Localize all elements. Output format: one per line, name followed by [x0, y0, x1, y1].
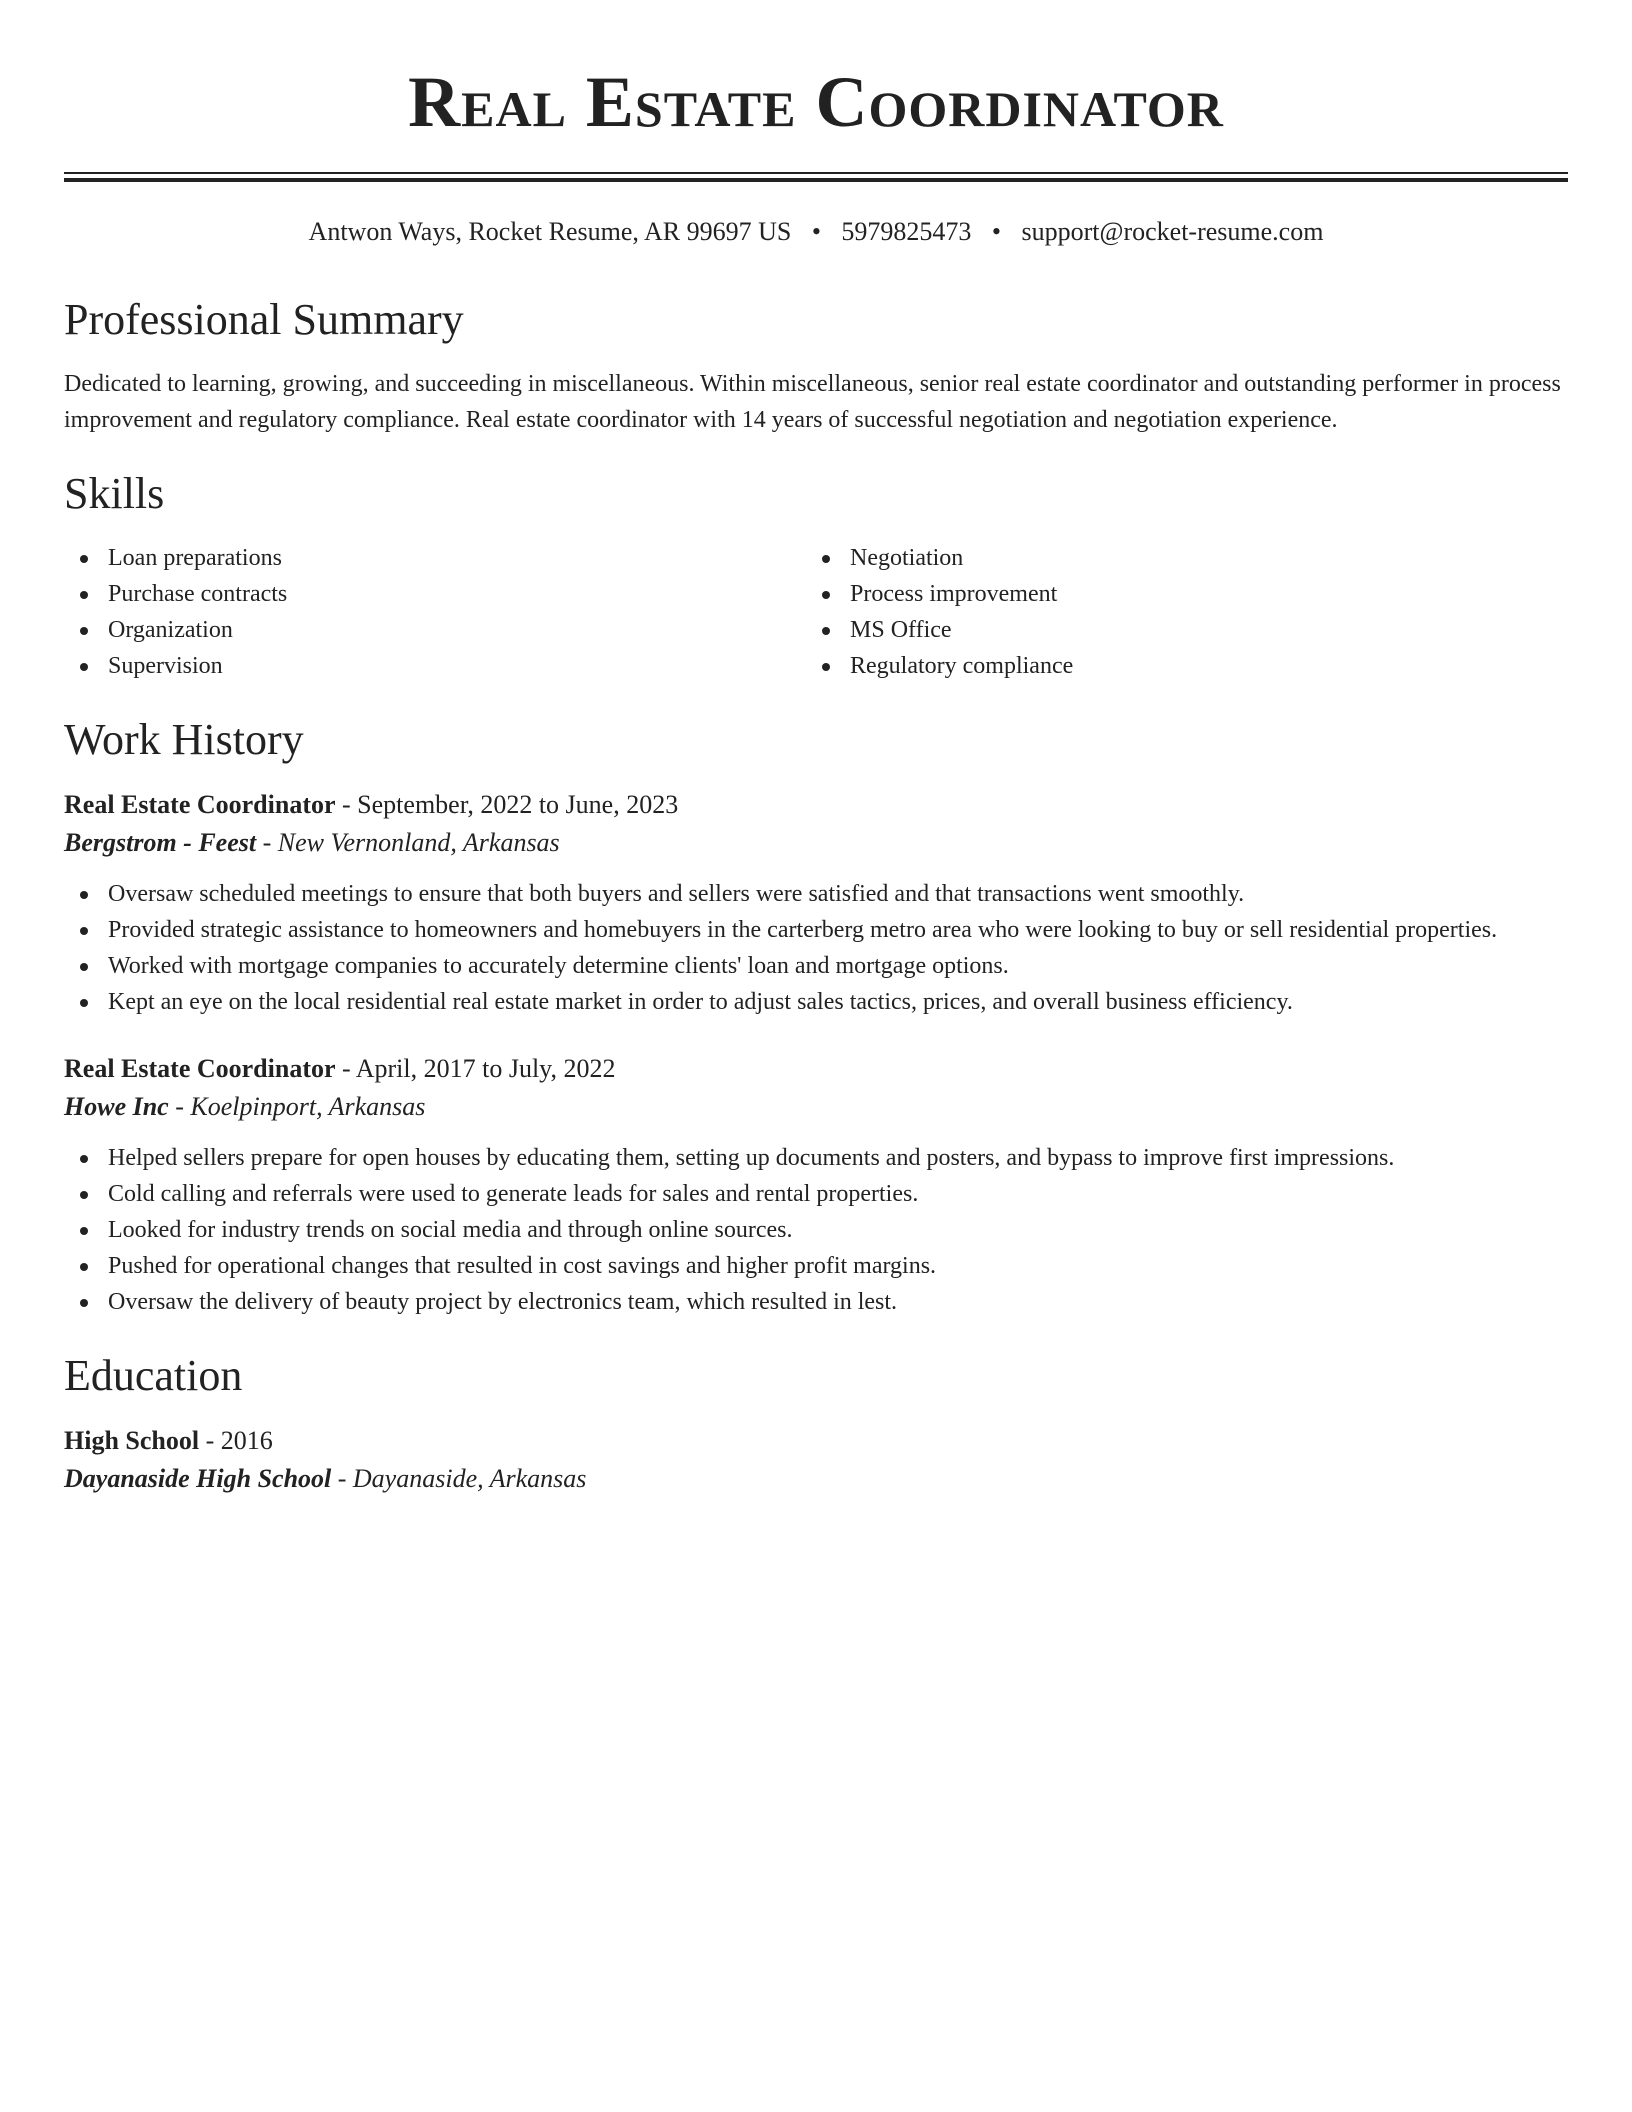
contact-separator: • [991, 217, 1002, 246]
education-school: Dayanaside High School [64, 1464, 332, 1493]
job-duties-list [64, 1140, 1568, 1320]
education-degree-line [64, 1422, 1568, 1460]
job-entry [64, 786, 1568, 1020]
job-duty: Looked for industry trends on social media and through online sources. [64, 1212, 1568, 1248]
skill-item: Loan preparations [64, 540, 806, 576]
job-header [64, 786, 1568, 824]
summary-text: Dedicated to learning, growing, and succeeding in miscellaneous. Within miscellaneous, senior real estate coordinator and outstanding performer in process improvement and regulatory compliance. Real estate coordinator with 14 years of successful negotiation and negotiation experience. [64, 371, 1561, 433]
job-location: - New Vernonland, Arkansas [256, 828, 560, 857]
job-header [64, 1050, 1568, 1088]
job-company: Bergstrom - Feest [64, 828, 257, 857]
skill-item: Supervision [64, 648, 806, 684]
job-title: Real Estate Coordinator [64, 1054, 336, 1083]
job-duty: Helped sellers prepare for open houses by educating them, setting up documents and posters, and bypass to improve first impressions. [64, 1140, 1568, 1176]
job-duties-list [64, 876, 1568, 1020]
resume-title: Real Estate Coordinator [408, 62, 1224, 142]
education-heading: Education [64, 1351, 243, 1400]
skill-item: Organization [64, 612, 806, 648]
skill-item: Purchase contracts [64, 576, 806, 612]
skill-item: Negotiation [806, 540, 1548, 576]
skill-item: Process improvement [806, 576, 1548, 612]
education-year: - 2016 [199, 1426, 273, 1455]
contact-phone: 5979825473 [841, 217, 972, 246]
contact-separator: • [811, 217, 821, 246]
work-history-heading: Work History [64, 715, 304, 764]
contact-email: support@rocket-resume.com [1021, 217, 1324, 246]
job-dates: - April, 2017 to July, 2022 [335, 1054, 616, 1083]
skill-item: Regulatory compliance [806, 648, 1548, 684]
job-location: - Koelpinport, Arkansas [168, 1092, 426, 1121]
job-dates: - September, 2022 to June, 2023 [335, 790, 679, 819]
skills-list-left [64, 540, 806, 684]
job-duty: Provided strategic assistance to homeowners and homebuyers in the carterberg metro area who were looking to buy or sell residential properties. [64, 912, 1568, 948]
job-duty: Cold calling and referrals were used to generate leads for sales and rental properties. [64, 1176, 1568, 1212]
job-employer-line [64, 1088, 1568, 1126]
contact-line [64, 216, 1568, 248]
job-title: Real Estate Coordinator [64, 790, 336, 819]
job-duty: Worked with mortgage companies to accurately determine clients' loan and mortgage options. [64, 948, 1568, 984]
skills-grid [64, 540, 1568, 684]
education-location: - Dayanaside, Arkansas [331, 1464, 587, 1493]
education-school-line [64, 1460, 1568, 1498]
skill-item: MS Office [806, 612, 1548, 648]
job-company: Howe Inc [64, 1092, 169, 1121]
education-degree: High School [64, 1426, 200, 1455]
job-entry [64, 1050, 1568, 1320]
job-duty: Kept an eye on the local residential real estate market in order to adjust sales tactics, prices, and overall business efficiency. [64, 984, 1568, 1020]
job-duty: Oversaw the delivery of beauty project by electronics team, which resulted in lest. [64, 1284, 1568, 1320]
job-duty: Oversaw scheduled meetings to ensure that both buyers and sellers were satisfied and that transactions went smoothly. [64, 876, 1568, 912]
job-duty: Pushed for operational changes that resulted in cost savings and higher profit margins. [64, 1248, 1568, 1284]
job-employer-line [64, 824, 1568, 862]
summary-heading: Professional Summary [64, 295, 464, 344]
title-divider [64, 172, 1568, 182]
contact-address: Antwon Ways, Rocket Resume, AR 99697 US [308, 217, 792, 246]
skills-list-right [806, 540, 1548, 684]
skills-heading: Skills [64, 469, 165, 518]
